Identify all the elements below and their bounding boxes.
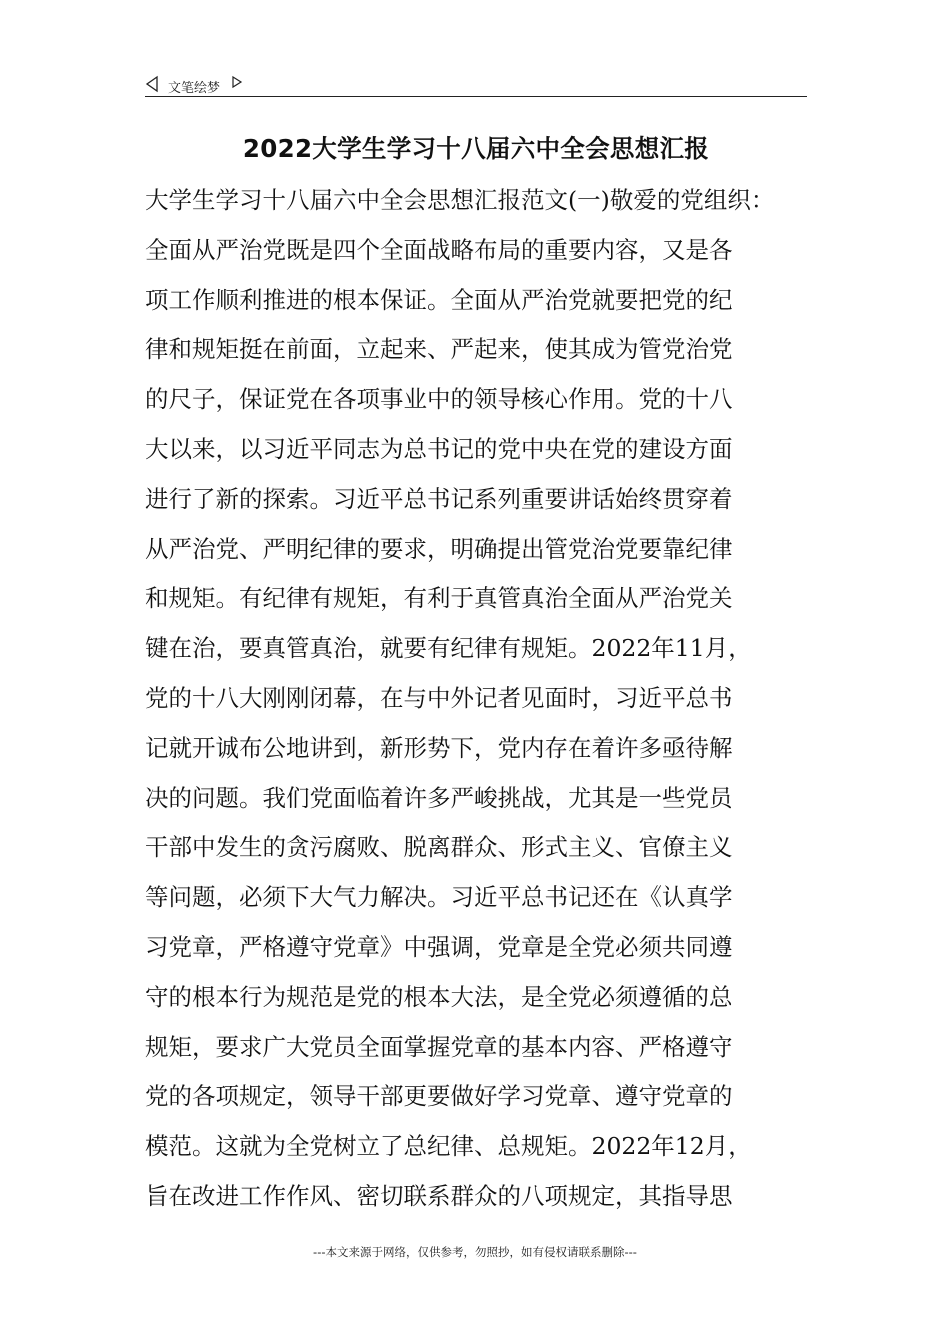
body-line: 干部中发生的贪污腐败、脱离群众、形式主义、官僚主义 (145, 833, 733, 862)
triangle-right-outline-icon (231, 75, 243, 89)
body-line: 全面从严治党既是四个全面战略布局的重要内容，又是各 (145, 235, 733, 264)
body-line: 党的十八大刚刚闭幕，在与中外记者见面时，习近平总书 (145, 684, 733, 712)
body-line: 等问题，必须下大气力解决。习近平总书记还在《认真学 (145, 883, 733, 912)
body-line: 大以来，以习近平同志为总书记的党中央在党的建设方面 (145, 435, 733, 463)
body-line: 律和规矩挺在前面，立起来、严起来，使其成为管党治党 (145, 335, 733, 364)
body-line: 项工作顺利推进的根本保证。全面从严治党就要把党的纪 (145, 285, 733, 314)
body-line: 和规矩。有纪律有规矩，有利于真管真治全面从严治党关 (145, 584, 733, 613)
body-line: 进行了新的探索。习近平总书记系列重要讲话始终贯穿着 (145, 484, 733, 513)
body-line: 从严治党、严明纪律的要求，明确提出管党治党要靠纪律 (145, 534, 733, 563)
page-header (145, 74, 807, 97)
triangle-left-outline-icon (145, 75, 159, 93)
body-line: 记就开诚布公地讲到，新形势下，党内存在着许多亟待解 (145, 733, 733, 762)
header-brand: 文笔绘梦 (168, 81, 221, 96)
footer-disclaimer: ---本文来源于网络，仅供参考，勿照抄，如有侵权请联系删除--- (313, 1245, 637, 1259)
body-line: 模范。这就为全党树立了总纪律、总规矩。2022年12月， (145, 1132, 752, 1161)
body-line: 守的根本行为规范是党的根本大法，是全党必须遵循的总 (145, 982, 733, 1011)
body-line: 习党章，严格遵守党章》中强调，党章是全党必须共同遵 (145, 933, 733, 961)
body-line: 决的问题。我们党面临着许多严峻挑战，尤其是一些党员 (145, 783, 733, 812)
body-line: 党的各项规定，领导干部更要做好学习党章、遵守党章的 (145, 1082, 733, 1111)
body-line: 大学生学习十八届六中全会思想汇报范文(一)敬爱的党组织： (145, 186, 775, 214)
document-title: 2022大学生学习十八届六中全会思想汇报 (242, 134, 710, 163)
body-line: 的尺子，保证党在各项事业中的领导核心作用。党的十八 (145, 385, 733, 414)
body-line: 旨在改进工作作风、密切联系群众的八项规定，其指导思 (145, 1182, 733, 1210)
body-line: 键在治，要真管真治，就要有纪律有规矩。2022年11月， (145, 634, 752, 663)
body-line: 规矩，要求广大党员全面掌握党章的基本内容、严格遵守 (145, 1032, 733, 1061)
